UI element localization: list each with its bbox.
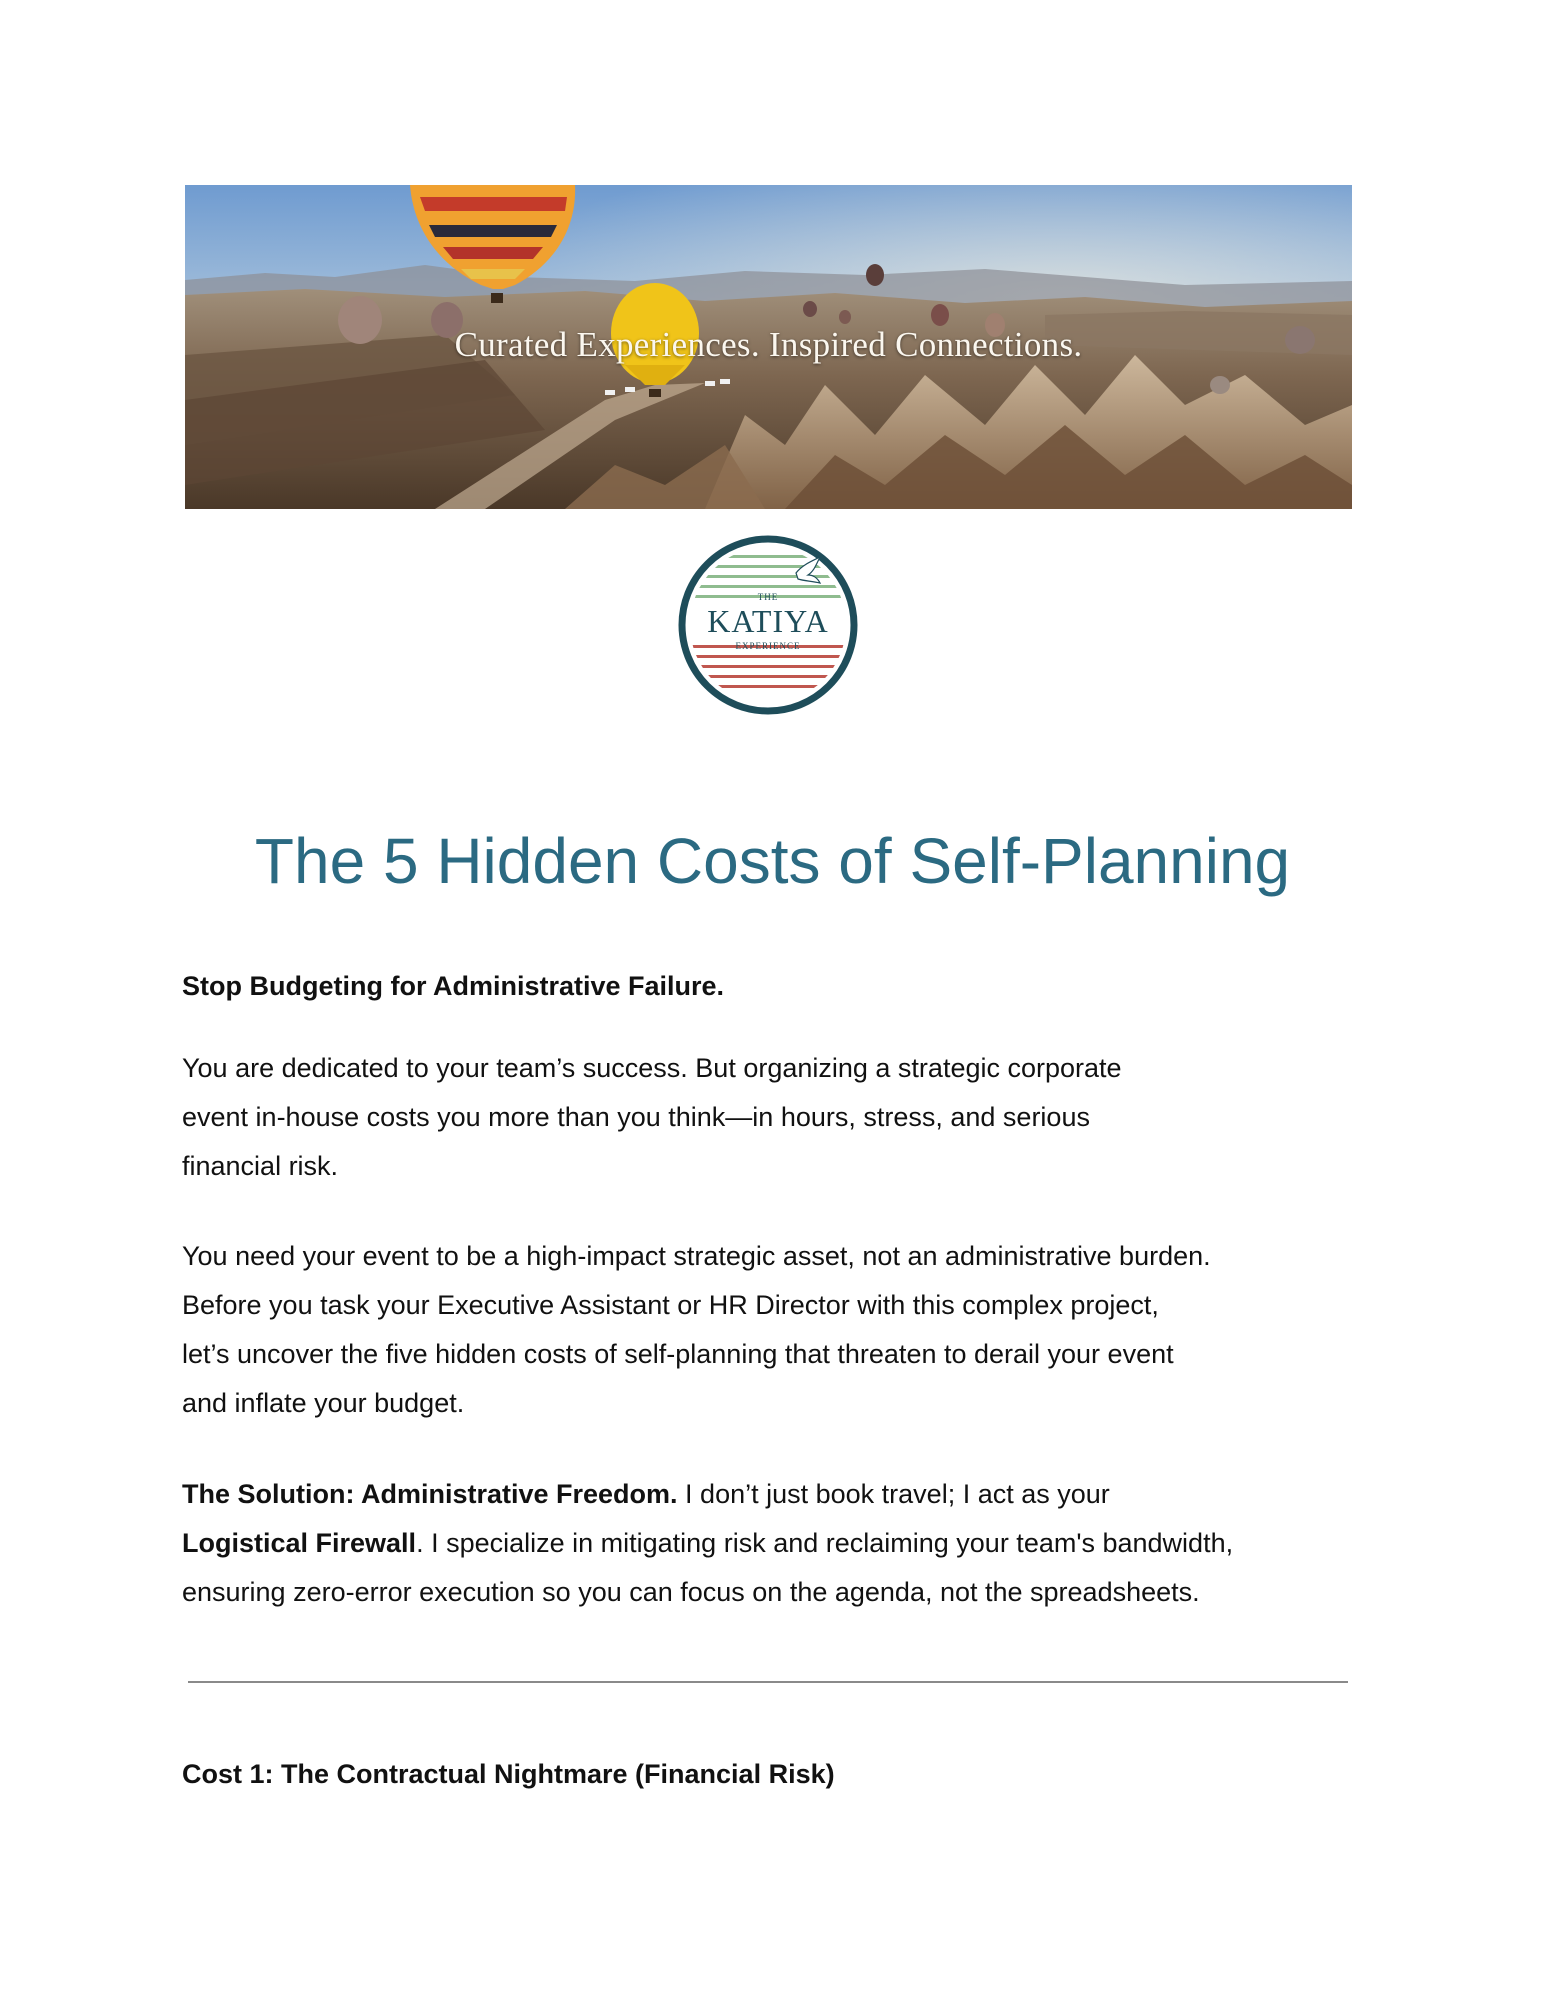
solution-line-1 xyxy=(182,1470,1372,1519)
solution-text: . I specialize in mitigating risk and reclaiming your team's bandwidth, xyxy=(416,1528,1234,1558)
solution-line-3: ensuring zero-error execution so you can focus on the agenda, not the spreadsheets. xyxy=(182,1577,1200,1607)
hero-banner-image xyxy=(185,185,1352,509)
paragraph-solution xyxy=(182,1470,1372,1617)
paragraph-line: financial risk. xyxy=(182,1151,339,1181)
logo-the-text: THE xyxy=(757,592,779,602)
paragraph-line: and inflate your budget. xyxy=(182,1388,465,1418)
cost-1-heading: Cost 1: The Contractual Nightmare (Financial Risk) xyxy=(182,1759,835,1789)
paragraph-line: You are dedicated to your team’s success. But organizing a strategic corporate xyxy=(182,1053,1122,1083)
logo-experience-text: EXPERIENCE xyxy=(735,641,801,651)
section-divider xyxy=(188,1681,1348,1683)
subheading: Stop Budgeting for Administrative Failure. xyxy=(182,971,725,1001)
paragraph-line: You need your event to be a high-impact strategic asset, not an administrative burden. xyxy=(182,1241,1211,1271)
paragraph-line: event in-house costs you more than you think—in hours, stress, and serious xyxy=(182,1102,1090,1132)
paragraph-line: Before you task your Executive Assistant or HR Director with this complex project, xyxy=(182,1290,1159,1320)
solution-line-2 xyxy=(182,1519,1372,1568)
page-title: The 5 Hidden Costs of Self-Planning xyxy=(254,825,1291,897)
logo-brand-name: KATIYA xyxy=(707,603,829,639)
paragraph-intro xyxy=(182,1044,1372,1191)
paragraph-need xyxy=(182,1232,1372,1428)
banner-tagline: Curated Experiences. Inspired Connections. xyxy=(454,325,1083,364)
paragraph-line: let’s uncover the five hidden costs of self-planning that threaten to derail your event xyxy=(182,1339,1174,1369)
katiya-experience-logo xyxy=(678,535,858,715)
logistical-firewall-term: Logistical Firewall xyxy=(182,1528,417,1558)
solution-text: I don’t just book travel; I act as your xyxy=(677,1479,1110,1509)
solution-lead: The Solution: Administrative Freedom. xyxy=(182,1479,678,1509)
